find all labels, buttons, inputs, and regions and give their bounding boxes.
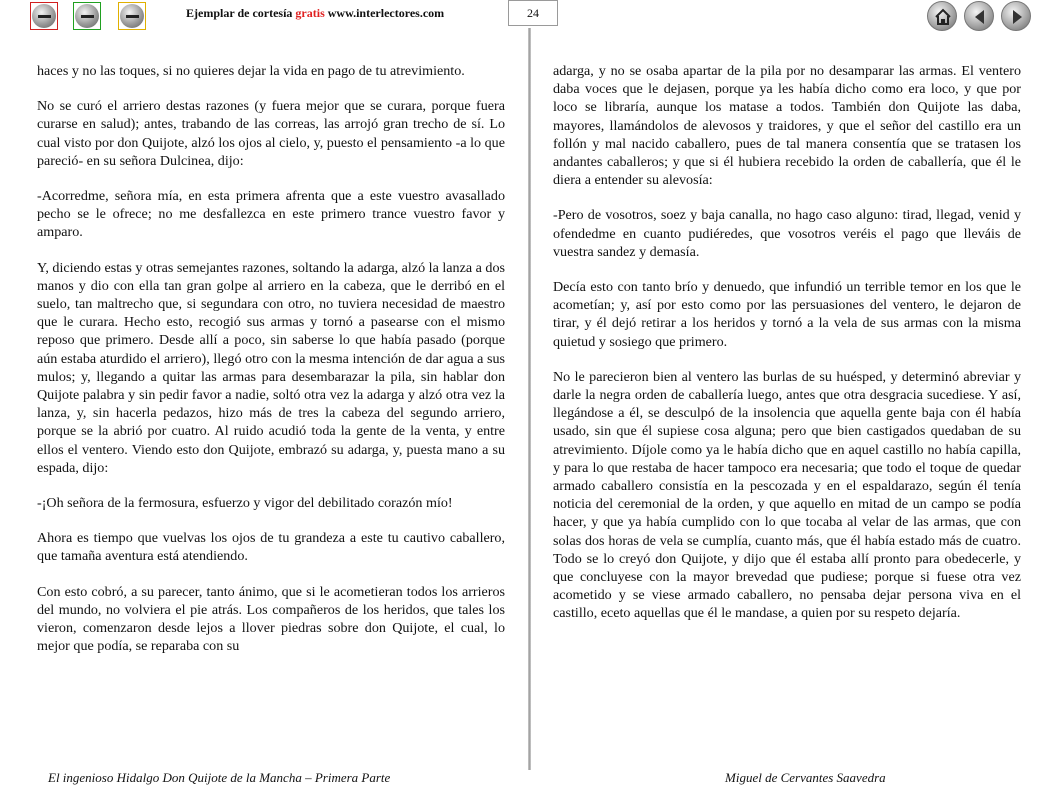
- forward-arrow-icon: [1002, 2, 1032, 32]
- paragraph: No se curó el arriero destas razones (y fuera mejor que se curara, porque fuera curarse en salud); antes, trabando de las correas, las arrojó gran trecho de sí. Lo cual visto por don Quijote, alzó los ojos al cielo, y, puesto el pensamiento -a lo que pareció- en su señora Dulcinea, dijo:: [37, 98, 505, 169]
- forward-button[interactable]: [1001, 1, 1031, 31]
- back-arrow-icon: [965, 2, 995, 32]
- paragraph: -Pero de vosotros, soez y baja canalla, no hago caso alguno: tirad, llegad, venid y ofendedme en cuanto pudiéredes, que vosotros veréis el pago que lleváis de vuestra sandez y demasía.: [553, 207, 1021, 260]
- paragraph: Con esto cobró, a su parecer, tanto ánimo, que si le acometieran todos los arrieros del mundo, no volviera el pie atrás. Los compañeros de los heridos, que tales los vieron, comenzaron desde lejos a llover piedras sobre don Quijote, el cual, lo mejor que podía, se reparaba con su: [37, 583, 505, 655]
- minus-icon: [75, 4, 99, 28]
- red-minimize-button[interactable]: [30, 2, 58, 30]
- paragraph: -¡Oh señora de la fermosura, esfuerzo y vigor del debilitado corazón mío!: [37, 495, 453, 512]
- footer-author: Miguel de Cervantes Saavedra: [725, 770, 886, 785]
- page-number: 24: [508, 0, 558, 26]
- paragraph: adarga, y no se osaba apartar de la pila por no desamparar las armas. El ventero daba voces que le dejasen, porque ya les había dicho como era loco, y que por loco se libraría, aunque los matase a todos. También don Quijote las daba, mayores, llamándolos de alevosos y traidores, y que el señor del castillo era un follón y mal nacido caballero, pues de tal manera consentía que se tratasen los andantes caballeros; y que si él hubiera recebido la orden de caballería, que él le diera a entender su alevosía:: [553, 63, 1021, 189]
- paragraph: Ahora es tiempo que vuelvas los ojos de tu grandeza a este tu cautivo caballero, que tamaña aventura está atendiendo.: [37, 530, 505, 565]
- promo-gratis: gratis: [295, 6, 325, 20]
- home-icon: [928, 2, 958, 32]
- minus-icon: [120, 4, 144, 28]
- paragraph: Decía esto con tanto brío y denuedo, que infundió un terrible temor en los que le acometían; y, así por esto como por las persuasiones del ventero, le dejaron de tirar, y él dejó retirar a los heridos y tornó a la vela de sus armas con la misma quietud y sosiego que primero.: [553, 279, 1021, 350]
- right-column: [553, 62, 1021, 640]
- promo-site-link[interactable]: www.interlectores.com: [327, 6, 445, 20]
- minus-icon: [32, 4, 56, 28]
- green-minimize-button[interactable]: [73, 2, 101, 30]
- footer-book-title: El ingenioso Hidalgo Don Quijote de la Mancha – Primera Parte: [48, 770, 391, 785]
- promo-prefix: Ejemplar de cortesía: [186, 6, 293, 20]
- left-column: [37, 62, 505, 672]
- paragraph: haces y no las toques, si no quieres dejar la vida en pago de tu atrevimiento.: [37, 63, 465, 79]
- back-button[interactable]: [964, 1, 994, 31]
- yellow-minimize-button[interactable]: [118, 2, 146, 30]
- page-divider: [528, 28, 531, 770]
- paragraph: Y, diciendo estas y otras semejantes razones, soltando la adarga, alzó la lanza a dos manos y dio con ella tan gran golpe al arriero en la cabeza, que le derribó en el suelo, tan maltrecho que, si segundara con otro, no tuviera necesidad de maestro que le curara. Hecho esto, recogió sus armas y tornó a pasearse con el mismo reposo que primero. Desde allí a poco, sin saberse lo que había pasado (porque aún estaba aturdido el arriero), llegó otro con la mesma intención de dar agua a sus mulos; y, llegando a quitar las armas para desembarazar la pila, sin hablar don Quijote palabra y sin pedir favor a nadie, soltó otra vez la adarga y alzó otra vez la lanza, y, sin hacerla pedazos, hizo más de tres la cabeza del segundo arriero, porque se la abrió por cuatro. Al ruido acudió toda la gente de la venta, y entre ellos el ventero. Viendo esto don Quijote, embrazó su adarga, y, puesta mano a su espada, dijo:: [37, 259, 505, 476]
- promo-banner: [186, 6, 444, 21]
- home-button[interactable]: [927, 1, 957, 31]
- paragraph: No le parecieron bien al ventero las burlas de su huésped, y determinó abreviar y darle la negra orden de caballería luego, antes que otra desgracia sucediese. Y así, llegándose a él, se desculpó de la insolencia que aquella gente baja con él había usado, sin que él supiese cosa alguna; pero que bien castigados quedaban de su atrevimiento. Díjole como ya le había dicho que en aquel castillo no había capilla, y para lo que restaba de hacer tampoco era necesaria; que todo el toque de quedar armado caballero consistía en la pescozada y en el espaldarazo, según él tenía noticia del ceremonial de la orden, y que aquello en mitad de un campo se podía hacer, y que ya había cumplido con lo que tocaba al velar de las armas, que con solas dos horas de vela se cumplía, cuanto más, que él había estado más de cuatro. Todo se lo creyó don Quijote, y dijo que él estaba allí pronto para obedecerle, y que concluyese con la mayor brevedad que pudiese; porque si fuese otra vez acometido y se viese armado caballero, no pensaba dejar persona viva en el castillo, eceto aquellas que él le mandase, a quien por su respeto dejaría.: [553, 368, 1021, 622]
- paragraph: -Acorredme, señora mía, en esta primera afrenta que a este vuestro avasallado pecho se le ofrece; no me desfallezca en este primero trance vuestro favor y amparo.: [37, 188, 505, 241]
